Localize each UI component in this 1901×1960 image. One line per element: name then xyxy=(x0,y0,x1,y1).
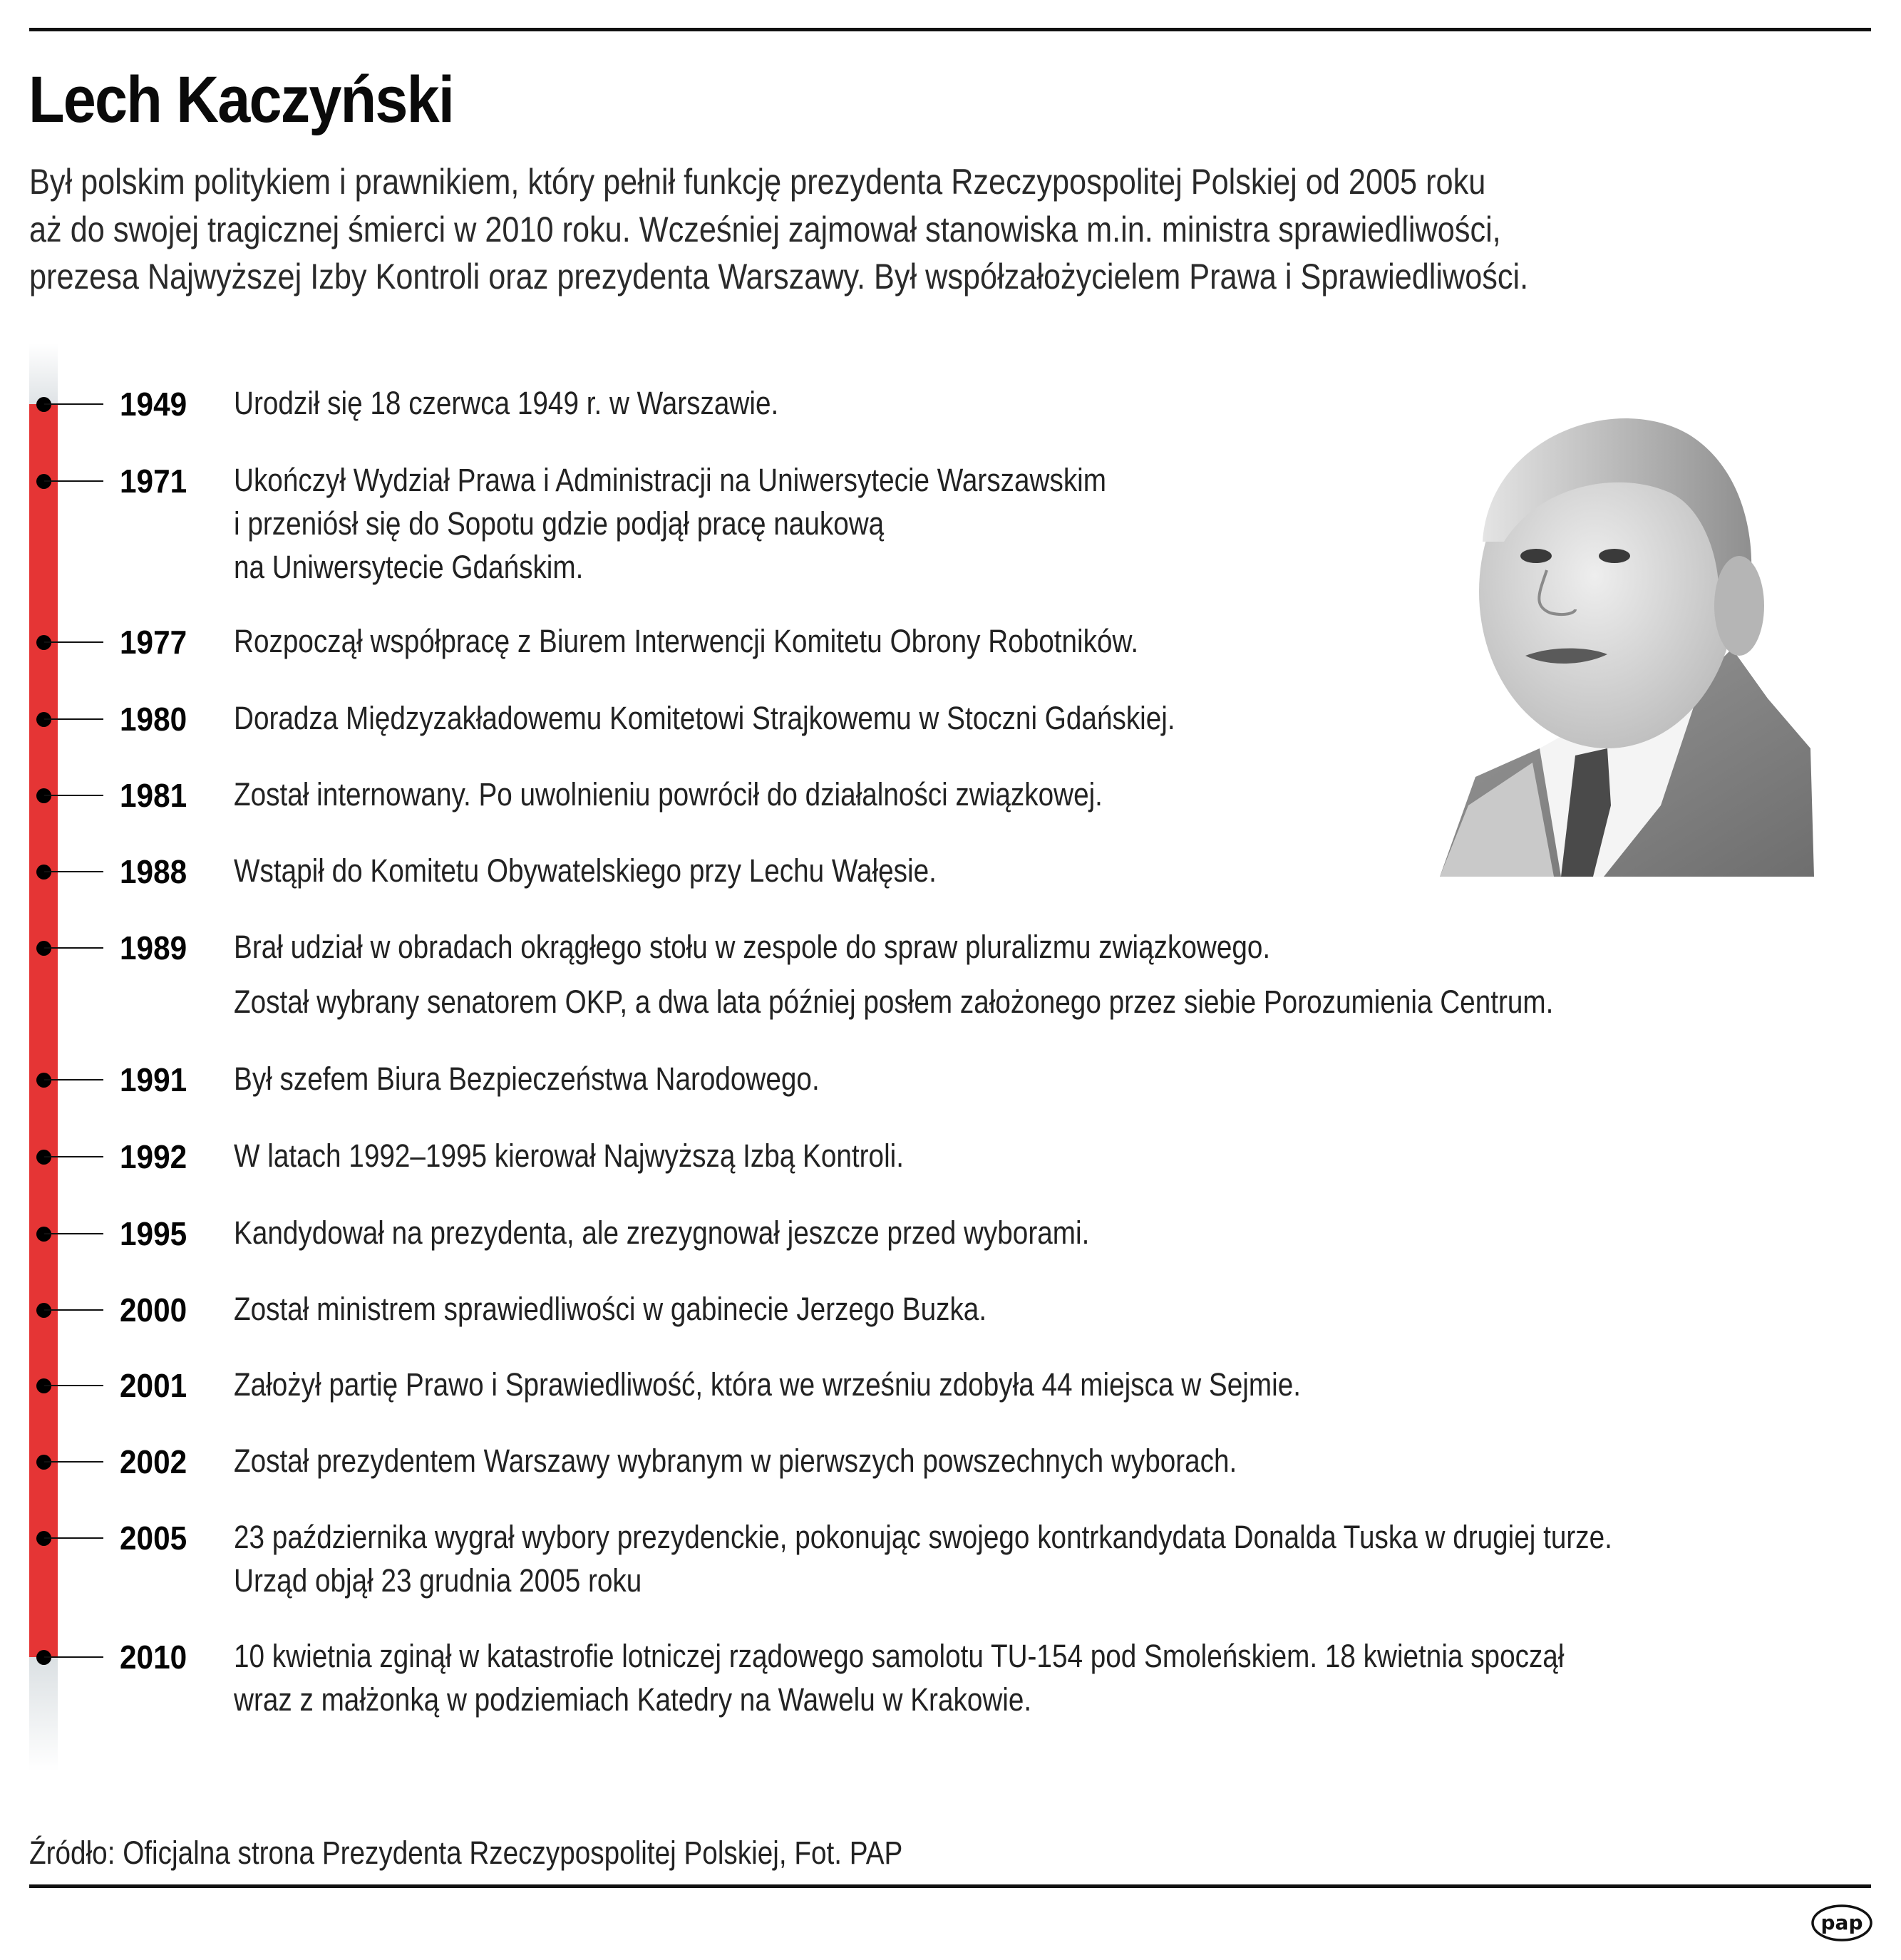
timeline-year: 1991 xyxy=(120,1061,187,1098)
timeline-description xyxy=(234,619,1138,663)
timeline-item xyxy=(0,1291,1853,1329)
portrait-photo xyxy=(1433,378,1818,877)
intro-line: aż do swojej tragicznej śmierci w 2010 roku. Wcześniej zajmował stanowiska m.in. ministra sprawiedliwości, xyxy=(29,209,1501,249)
timeline-description xyxy=(234,1057,820,1100)
timeline-connector xyxy=(44,1079,103,1080)
timeline-description-line: Wstąpił do Komitetu Obywatelskiego przy Lechu Wałęsie. xyxy=(234,852,937,889)
timeline-description-line: Brał udział w obradach okrągłego stołu w zespole do spraw pluralizmu związkowego. xyxy=(234,929,1271,965)
timeline-description-line: wraz z małżonką w podziemiach Katedry na Wawelu w Krakowie. xyxy=(234,1681,1032,1718)
timeline-description xyxy=(234,1634,1564,1721)
timeline-description xyxy=(234,849,937,892)
timeline-description-line: W latach 1992–1995 kierował Najwyższą Izbą Kontroli. xyxy=(234,1138,905,1174)
timeline-description-line: Został internowany. Po uwolnieniu powrócił do działalności związkowej. xyxy=(234,776,1103,813)
timeline-connector xyxy=(44,480,103,482)
source-note: Źródło: Oficjalna strona Prezydenta Rzeczypospolitej Polskiej, Fot. PAP xyxy=(29,1835,903,1871)
timeline-connector xyxy=(44,1537,103,1539)
timeline-year: 1971 xyxy=(120,463,187,500)
timeline-connector xyxy=(44,403,103,405)
timeline-connector xyxy=(44,1233,103,1234)
timeline-connector xyxy=(44,871,103,872)
timeline-description xyxy=(234,1211,1089,1254)
timeline-year: 1980 xyxy=(120,701,187,738)
timeline-description-line: 23 października wygrał wybory prezydenckie, pokonując swojego kontrkandydata Donalda Tuska w drugiej turze. xyxy=(234,1519,1612,1555)
intro-paragraph xyxy=(29,158,1818,301)
timeline-item xyxy=(0,1214,1853,1252)
timeline-description-line: Ukończył Wydział Prawa i Administracji na Uniwersytecie Warszawskim xyxy=(234,462,1107,498)
timeline-connector xyxy=(44,947,103,949)
timeline-year: 1992 xyxy=(120,1138,187,1175)
timeline-description-line: Został ministrem sprawiedliwości w gabinecie Jerzego Buzka. xyxy=(234,1291,987,1327)
timeline-description-line: na Uniwersytecie Gdańskim. xyxy=(234,549,584,585)
timeline-description-subline: Został wybrany senatorem OKP, a dwa lata później posłem założonego przez siebie Porozumienia Centrum. xyxy=(234,984,1554,1020)
pap-logo-icon xyxy=(1810,1904,1873,1942)
eye-right-shape xyxy=(1599,549,1630,563)
bottom-rule xyxy=(29,1884,1871,1888)
timeline-description xyxy=(234,1134,904,1177)
timeline-rail-fade-bottom xyxy=(29,1657,58,1771)
timeline-connector xyxy=(44,718,103,720)
timeline-connector xyxy=(44,1309,103,1311)
timeline-description-line: Urząd objął 23 grudnia 2005 roku xyxy=(234,1562,642,1599)
timeline-description-line: Doradza Międzyzakładowemu Komitetowi Strajkowemu w Stoczni Gdańskiej. xyxy=(234,700,1175,736)
timeline-year: 1988 xyxy=(120,853,187,890)
timeline-connector xyxy=(44,1156,103,1157)
timeline-year: 1989 xyxy=(120,929,187,966)
timeline-description xyxy=(234,1363,1301,1406)
timeline-year: 1995 xyxy=(120,1215,187,1252)
timeline-year: 1981 xyxy=(120,777,187,814)
timeline-connector xyxy=(44,1385,103,1386)
timeline-connector xyxy=(44,1656,103,1658)
timeline-description xyxy=(234,1439,1237,1482)
timeline-year: 2010 xyxy=(120,1639,187,1676)
timeline-description-line: Został prezydentem Warszawy wybranym w pierwszych powszechnych wyborach. xyxy=(234,1443,1237,1479)
timeline-year: 1949 xyxy=(120,386,187,423)
timeline-description-line: Kandydował na prezydenta, ale zrezygnował jeszcze przed wyborami. xyxy=(234,1214,1090,1251)
pap-logo-text: pap xyxy=(1820,1911,1863,1934)
timeline-year: 2005 xyxy=(120,1520,187,1557)
intro-line: Był polskim politykiem i prawnikiem, który pełnił funkcję prezydenta Rzeczypospolitej Polskiej od 2005 roku xyxy=(29,162,1486,202)
page-title: Lech Kaczyński xyxy=(29,63,454,136)
eye-left-shape xyxy=(1520,549,1552,563)
timeline-description xyxy=(234,925,1553,1023)
timeline-description xyxy=(234,1287,986,1331)
timeline-item xyxy=(0,1519,1853,1599)
timeline-description-line: Rozpoczął współpracę z Biurem Interwencji Komitetu Obrony Robotników. xyxy=(234,623,1139,659)
timeline-description xyxy=(234,773,1103,816)
timeline-year: 2002 xyxy=(120,1443,187,1480)
timeline-description-line: Założył partię Prawo i Sprawiedliwość, która we wrześniu zdobyła 44 miejsca w Sejmie. xyxy=(234,1366,1301,1403)
timeline-year: 1977 xyxy=(120,624,187,661)
timeline-item xyxy=(0,1443,1853,1480)
timeline-rail-fade-top xyxy=(29,344,58,404)
timeline-description-line: Urodził się 18 czerwca 1949 r. w Warszawie. xyxy=(234,385,779,421)
timeline-description xyxy=(234,1515,1612,1602)
timeline-description xyxy=(234,381,778,425)
timeline-description-line: i przeniósł się do Sopotu gdzie podjął pracę naukową xyxy=(234,505,885,542)
timeline-description-line: 10 kwietnia zginął w katastrofie lotniczej rządowego samolotu TU-154 pod Smoleńskiem. 18 kwietnia spoczął xyxy=(234,1638,1565,1674)
timeline-year: 2001 xyxy=(120,1367,187,1404)
timeline-year: 2000 xyxy=(120,1291,187,1329)
timeline-connector xyxy=(44,641,103,643)
timeline-description xyxy=(234,696,1175,740)
top-rule xyxy=(29,28,1871,31)
timeline-connector xyxy=(44,1461,103,1463)
timeline-item xyxy=(0,1366,1853,1404)
timeline-description-line: Był szefem Biura Bezpieczeństwa Narodowego. xyxy=(234,1061,820,1097)
timeline-description xyxy=(234,458,1106,589)
timeline-item xyxy=(0,929,1853,1020)
timeline-connector xyxy=(44,795,103,796)
timeline-item xyxy=(0,1638,1853,1718)
timeline-item xyxy=(0,1138,1853,1175)
intro-line: prezesa Najwyższej Izby Kontroli oraz prezydenta Warszawy. Był współzałożycielem Prawa i Sprawiedliwości. xyxy=(29,257,1529,296)
timeline-item xyxy=(0,1061,1853,1098)
ear-shape xyxy=(1714,556,1764,656)
